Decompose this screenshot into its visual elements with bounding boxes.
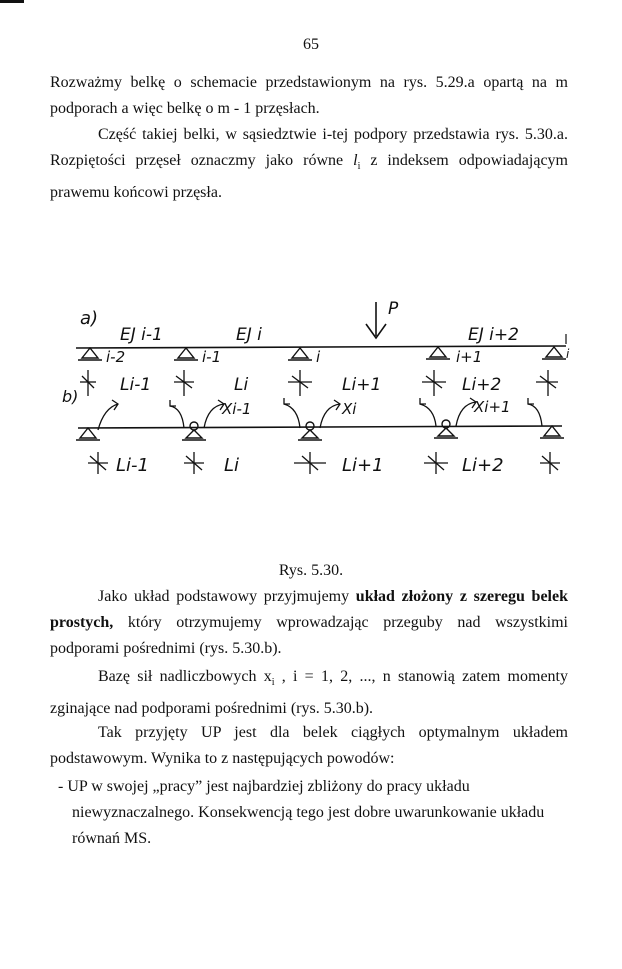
support-label: i+1 <box>456 348 483 366</box>
span-label-b: Li+1 <box>342 455 384 476</box>
paragraph-1: Rozważmy belkę o schemacie przedstawionym na rys. 5.29.a opartą na m podporach a więc belkę o m - 1 przęsłach. <box>50 74 568 117</box>
redundant-label: Xi+1 <box>474 398 511 416</box>
stiffness-label: EJ i-1 <box>120 325 163 345</box>
paragraph-5: Tak przyjęty UP jest dla belek ciągłych optymalnym układem podstawowym. Wynika to z następujących powodów: <box>50 724 568 767</box>
stiffness-label: EJ i+2 <box>468 325 519 345</box>
stiffness-label: EJ i <box>236 325 262 345</box>
span-label-a: Li <box>234 375 249 395</box>
beam-figure <box>58 296 578 476</box>
support-label: i <box>566 347 570 361</box>
hinges-b <box>76 420 564 440</box>
span-label-a: Li-1 <box>120 375 152 395</box>
support-label: i-2 <box>106 348 126 366</box>
page-number: 65 <box>303 36 319 53</box>
support-label: i-1 <box>202 348 222 366</box>
redundant-label: Xi <box>342 400 357 418</box>
span-label-a: Li+1 <box>342 375 382 395</box>
paragraph-2: Część takiej belki, w sąsiedztwie i-tej podpory przedstawia rys. 5.30.a. Rozpiętości przęseł oznaczmy jako równe $l_i$ z indeksem odpowiadającym prawemu końcowi przęsła. <box>50 126 568 202</box>
span-label-b: Li-1 <box>116 455 149 476</box>
bullet-item: - UP w swojej „pracy” jest najbardziej zbliżony do pracy układu niewyznaczalnego. Konsekwencją tego jest dobre uwarunkowanie układu równań MS. <box>58 778 545 847</box>
redundant-label: Xi-1 <box>222 400 252 418</box>
paragraph-4: Bazę sił nadliczbowych $x_i$ , i = 1, 2, ..., n stanowią zatem momenty zginające nad podporami pośrednimi (rys. 5.30.b). <box>50 668 568 718</box>
load-label: P <box>388 299 399 319</box>
supports-a <box>78 347 566 360</box>
span-label-a: Li+2 <box>462 375 502 395</box>
scan-corner-mark <box>0 0 24 3</box>
beam-a <box>76 346 566 348</box>
figure-label-b: b) <box>62 387 79 406</box>
paragraph-3: Jako układ podstawowy przyjmujemy układ złożony z szeregu belek prostych, który otrzymujemy wprowadzając przeguby nad wszystkimi podporami pośrednimi (rys. 5.30.b). <box>50 588 568 657</box>
support-label: i <box>316 348 321 366</box>
figure-label-a: a) <box>80 308 99 329</box>
span-label-b: Li+2 <box>462 455 504 476</box>
figure-caption: Rys. 5.30. <box>278 562 344 579</box>
span-label-b: Li <box>224 455 240 476</box>
